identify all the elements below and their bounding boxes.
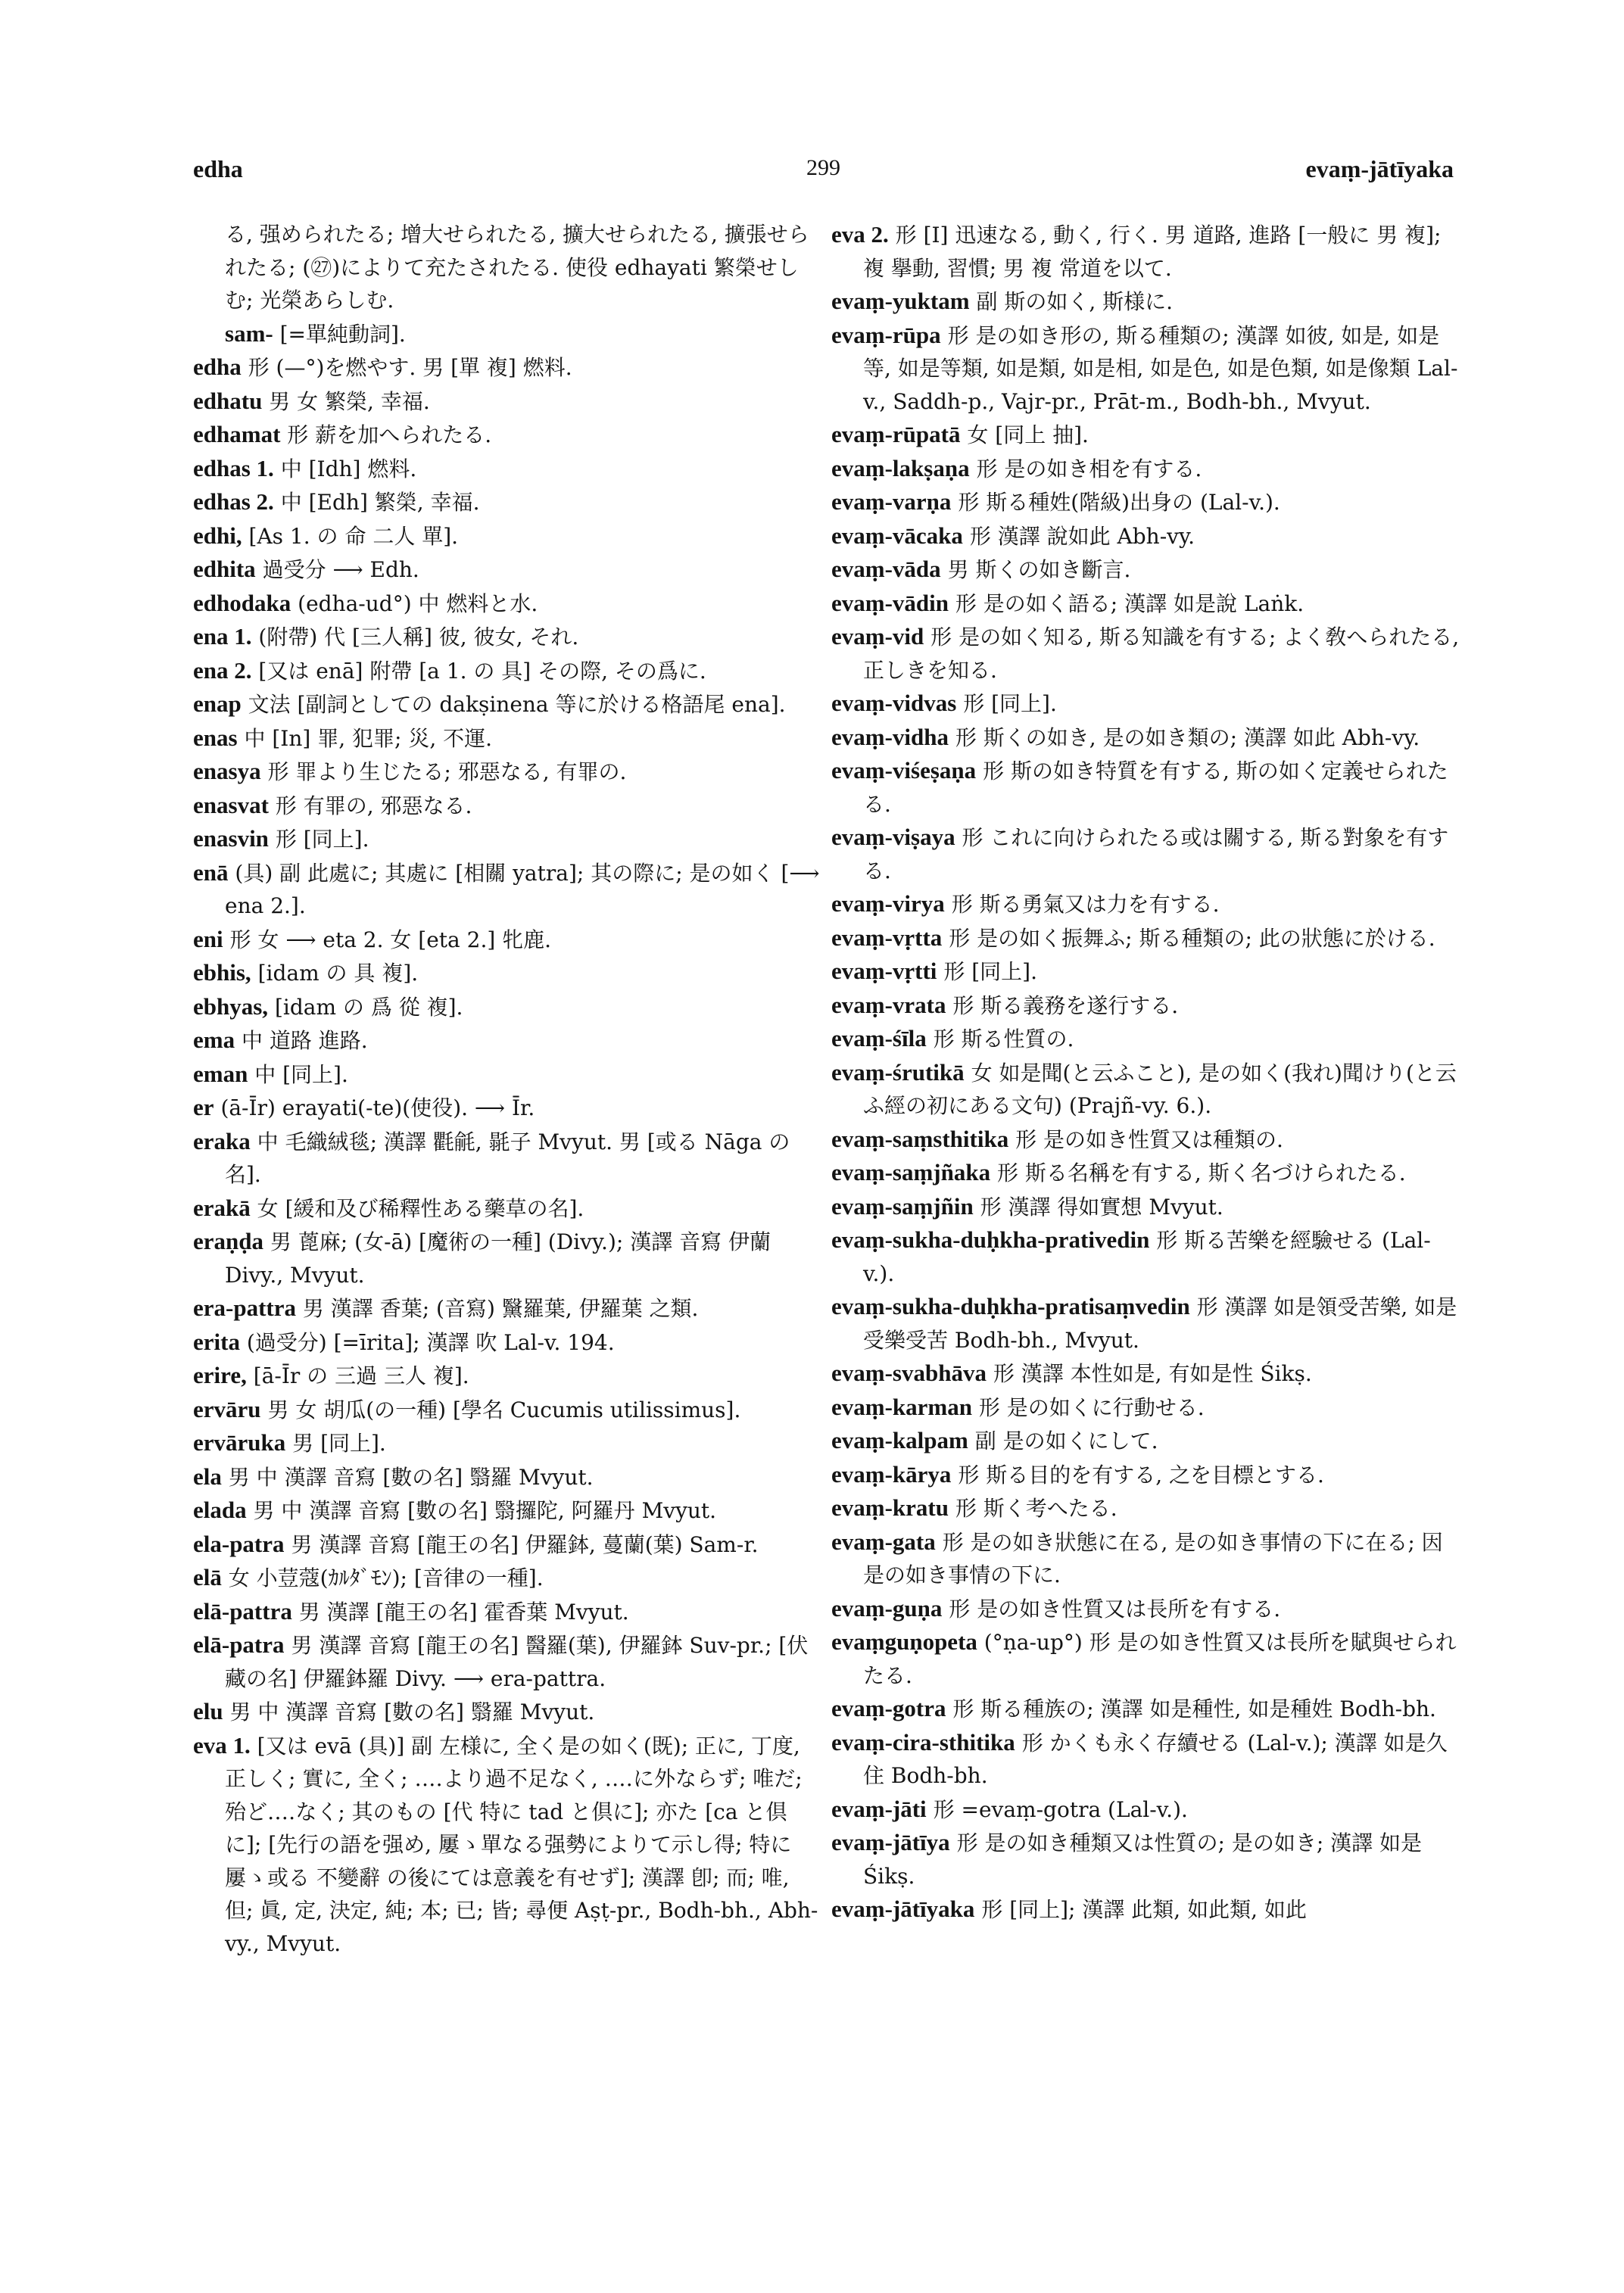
- dictionary-entry: [831, 1357, 1460, 1391]
- definition: 形 是の如く振舞ふ; 斯る種類の; 此の狀態に於ける.: [949, 925, 1435, 951]
- definition: [idam の 具 複].: [257, 961, 419, 986]
- dictionary-entry: [831, 1223, 1460, 1290]
- dictionary-entry: [831, 452, 1460, 486]
- headword: elā-pattra: [193, 1597, 292, 1625]
- left-column: [193, 218, 821, 1960]
- definition: [As 1. の 命 二人 單].: [248, 523, 459, 549]
- headword: evaṃ-vādin: [831, 589, 949, 616]
- dictionary-entry: [193, 1125, 821, 1192]
- definition: 形 斯く考へたる.: [955, 1496, 1117, 1521]
- definition: 中 道路 進路.: [242, 1028, 368, 1053]
- headword: evaṃ-guṇa: [831, 1594, 943, 1622]
- definition: 形 [I] 迅速なる, 動く, 行く. 男 道路, 進路 [一般に 男 複]; 複 擧動, 習慣; 男 複 常道を以て.: [863, 223, 1442, 281]
- definition: 中 毛織絨毯; 漢譯 氍毹, 毾子 Mvyut. 男 [或る Nāga の名].: [225, 1129, 790, 1187]
- dictionary-entry: [193, 1426, 821, 1460]
- headword: evaṃ-jātīyaka: [831, 1896, 975, 1922]
- dictionary-entry: [831, 1625, 1460, 1692]
- headword: evaṃ-svabhāva: [831, 1360, 987, 1386]
- headword: enasvin: [193, 825, 269, 852]
- headword: enap: [193, 690, 242, 717]
- headword: enasvat: [193, 791, 269, 818]
- headword: elā: [193, 1564, 222, 1590]
- headword: evaṃ-śrutikā: [831, 1058, 965, 1086]
- headword: ela: [193, 1463, 222, 1490]
- headword: erita: [193, 1328, 240, 1355]
- definition: [=單純動詞].: [279, 321, 406, 347]
- dictionary-entry: [193, 1023, 821, 1058]
- headword: evaṃ-viṣaya: [831, 824, 955, 850]
- dictionary-entry: [193, 1393, 821, 1427]
- dictionary-entry: [831, 1156, 1460, 1190]
- dictionary-entry: [193, 923, 821, 957]
- dictionary-entry: [831, 1826, 1460, 1893]
- headword: evaṃ-sukha-duḥkha-prativedin: [831, 1226, 1150, 1253]
- definition: [又は enā] 附帶 [a 1. の 具] その際, その爲に.: [258, 658, 706, 684]
- definition: 形 漢譯 說如此 Abh-vy.: [969, 523, 1195, 549]
- dictionary-entry: [193, 755, 821, 789]
- definition: 男 蓖麻; (女-ā) [魔術の一種] (Divy.); 漢譯 音寫 伊蘭 Divy., Mvyut.: [225, 1229, 771, 1288]
- headword: evaṃ-kratu: [831, 1494, 949, 1521]
- headword: evaṃ-vidvas: [831, 690, 957, 716]
- definition: [idam の 爲 從 複].: [274, 994, 463, 1020]
- dictionary-entry: [193, 485, 821, 519]
- definition: 中 [同上].: [254, 1061, 348, 1087]
- dictionary-entry: [831, 955, 1460, 989]
- definition: 形 漢譯 如是領受苦樂, 如是受樂受苦 Bodh-bh., Mvyut.: [863, 1294, 1457, 1353]
- dictionary-entry: [193, 1359, 821, 1393]
- definition: 形 斯くの如き, 是の如き類の; 漢譯 如此 Abh-vy.: [955, 724, 1420, 750]
- dictionary-entry: [831, 921, 1460, 955]
- dictionary-entry: [193, 519, 821, 553]
- dictionary-entry: [831, 1793, 1460, 1827]
- headword: enā: [193, 858, 229, 886]
- definition: 男 女 繁榮, 幸福.: [269, 388, 430, 414]
- dictionary-entry: [831, 553, 1460, 587]
- definition: 形 斯る目的を有する, 之を目標とする.: [958, 1462, 1324, 1488]
- dictionary-entry: [831, 821, 1460, 887]
- headword: elada: [193, 1497, 247, 1523]
- headword: enasya: [193, 758, 261, 784]
- headword: evaṃ-rūpatā: [831, 421, 961, 447]
- headword: evaṃ-vāda: [831, 556, 941, 582]
- headword: elu: [193, 1698, 223, 1724]
- definition: 形 是の如き性質又は長所を有する.: [949, 1596, 1281, 1622]
- headword: evaṃ-virya: [831, 890, 945, 917]
- definition: 男 漢譯 香葉; (音寫) 黳羅葉, 伊羅葉 之類.: [302, 1296, 699, 1321]
- definition: 男 漢譯 音寫 [龍王の名] 伊羅鉢, 蔓蘭(葉) Sam-r.: [291, 1531, 759, 1557]
- definition: 形 有罪の, 邪惡なる.: [275, 793, 472, 818]
- definition: 中 [In] 罪, 犯罪; 災, 不運.: [244, 725, 493, 751]
- headword: eraṇḍa: [193, 1228, 263, 1254]
- headword: ebhis,: [193, 959, 251, 986]
- definition: 形 是の如き相を有する.: [976, 456, 1202, 481]
- dictionary-entry: [831, 1056, 1460, 1123]
- dictionary-entry: [831, 687, 1460, 721]
- right-guide-word: evaṃ-jātīyaka: [1305, 155, 1454, 182]
- definition: 形 [同上].: [275, 827, 369, 852]
- headword: eman: [193, 1060, 248, 1087]
- dictionary-entry: [193, 789, 821, 823]
- headword: ema: [193, 1027, 235, 1053]
- definition: 形 斯る種族の; 漢譯 如是種性, 如是種姓 Bodh-bh.: [952, 1696, 1436, 1721]
- headword: evaṃ-śīla: [831, 1025, 927, 1051]
- definition: 形 これに向けられたる或は關する, 斯る對象を有する.: [863, 825, 1449, 883]
- dictionary-entry: [193, 350, 821, 385]
- headword: edha: [193, 354, 242, 380]
- right-column: [831, 218, 1460, 1927]
- definition: 形 是の如き狀態に在る, 是の如き事情の下に在る; 因 是の如き事情の下に.: [863, 1529, 1443, 1587]
- headword: evaṃ-karman: [831, 1393, 972, 1420]
- definition: 男 斯くの如き斷言.: [947, 557, 1131, 582]
- definition: 形 [同上]; 漢譯 此類, 如此類, 如此: [981, 1897, 1307, 1922]
- definition: 形 斯る名稱を有する, 斯く名づけられたる.: [997, 1161, 1406, 1185]
- dictionary-entry: [193, 452, 821, 486]
- definition: 形 斯の如き特質を有する, 斯の如く定義せられたる.: [863, 759, 1448, 817]
- dictionary-entry: [193, 317, 821, 351]
- dictionary-entry: [193, 856, 821, 923]
- headword: eva 2.: [831, 221, 889, 248]
- dictionary-entry: [831, 1123, 1460, 1157]
- dictionary-entry: [193, 1494, 821, 1528]
- dictionary-entry: [831, 620, 1460, 687]
- left-guide-word: edha: [193, 155, 243, 182]
- definition: (過受分) [=īrita]; 漢譯 吹 Lal-v. 194.: [246, 1329, 615, 1355]
- headword: er: [193, 1094, 214, 1120]
- headword: evaṃguṇopeta: [831, 1628, 977, 1655]
- headword: evaṃ-gotra: [831, 1695, 946, 1721]
- dictionary-entry: [193, 956, 821, 990]
- headword: evaṃ-vrata: [831, 991, 946, 1018]
- definition: 過受分 ⟶ Edh.: [262, 557, 419, 582]
- definition: 形 是の如き形の, 斯る種類の; 漢譯 如彼, 如是, 如是等, 如是等類, 如是類, 如是相, 如是色, 如是色類, 如是像類 Lal-v., Saddh-p., Vajr-pr., Prāt-m., Bodh-bh., Mvyut.: [863, 322, 1458, 414]
- definition: 形 漢譯 本性如是, 有如是性 Śikṣ.: [993, 1361, 1312, 1386]
- definition: 形 是の如く語る; 漢譯 如是說 Laṅk.: [955, 590, 1304, 616]
- dictionary-entry: [193, 687, 821, 721]
- headword: ervāruka: [193, 1429, 286, 1456]
- dictionary-entry: [831, 1592, 1460, 1626]
- definition: 女 [同上 抽].: [967, 422, 1089, 447]
- definition: 女 如是聞(と云ふこと), 是の如く(我れ)聞けり(と云ふ經の初にある文句) (Prajñ-vy. 6.).: [863, 1060, 1457, 1118]
- dictionary-entry: [831, 1391, 1460, 1425]
- headword: ena 1.: [193, 623, 252, 650]
- definition: 形 罪より生じたる; 邪惡なる, 有罪の.: [267, 759, 627, 784]
- dictionary-entry: [831, 1290, 1460, 1357]
- dictionary-entry: [193, 721, 821, 756]
- headword: ebhyas,: [193, 992, 269, 1020]
- definition: 男 中 漢譯 音寫 [數の名] 翳羅 Mvyut.: [228, 1464, 594, 1490]
- definition: 形 かくも永く存續せる (Lal-v.); 漢譯 如是久住 Bodh-bh.: [863, 1730, 1448, 1788]
- definition: (附帶) 代 [三人稱] 彼, 彼女, それ.: [258, 625, 579, 650]
- headword: evaṃ-jāti: [831, 1795, 927, 1822]
- headword: evaṃ-vidha: [831, 723, 949, 750]
- definition: 形 斯る苦樂を經驗せる (Lal-v.).: [863, 1228, 1431, 1286]
- definition: 形 斯る性質の.: [933, 1027, 1074, 1051]
- headword: evaṃ-cira-sthitika: [831, 1728, 1015, 1756]
- dictionary-entry: [193, 1291, 821, 1326]
- dictionary-entry: [193, 385, 821, 419]
- headword: evaṃ-yuktam: [831, 288, 970, 314]
- headword: evaṃ-viśeṣaṇa: [831, 757, 977, 784]
- headword: evaṃ-rūpa: [831, 321, 941, 348]
- definition: 形 [同上].: [943, 959, 1037, 984]
- definition: [又は evā (具)] 副 左様に, 全く是の如く(既); 正に, 丁度, 正しく; 實に, 全く; ‥‥より過不足なく, ‥‥に外ならず; 唯だ; 殆ど‥‥なく; 其のもの [代 特に tad と倶に]; 亦た [ca と倶に]; [先行の語を强め, 屢ゝ單なる强勢によりて示し得; 特に屢ゝ或る 不變辭 の後にては意義を有せず]; 漢譯 卽; 而; 唯, 但; 眞, 定, 決定, 純; 本; 已; 皆; 尋便 Aṣṭ-pr., Bodh-bh., Abh-vy., Mvyut.: [225, 1733, 818, 1956]
- dictionary-entry: [193, 654, 821, 688]
- definition: 形 =evaṃ-gotra (Lal-v.).: [933, 1796, 1188, 1822]
- definition: 形 斯る義務を遂行する.: [952, 992, 1179, 1018]
- definition: 文法 [副詞としての dakṣinena 等に於ける格語尾 ena].: [248, 692, 786, 717]
- definition: 中 [Idh] 燃料.: [280, 456, 417, 481]
- running-head: [193, 155, 1454, 193]
- headword: edhamat: [193, 421, 281, 447]
- headword: edhita: [193, 556, 256, 582]
- dictionary-entry: [193, 1695, 821, 1729]
- definition: 形 女 ⟶ eta 2. 女 [eta 2.] 牝鹿.: [229, 927, 552, 952]
- headword: evaṃ-lakṣaṇa: [831, 454, 970, 481]
- definition: 形 斯る種姓(階級)出身の (Lal-v.).: [958, 490, 1280, 515]
- definition: 男 漢譯 [龍王の名] 霍香葉 Mvyut.: [298, 1599, 629, 1625]
- headword: erakā: [193, 1194, 251, 1221]
- headword: elā-patra: [193, 1631, 285, 1658]
- dictionary-entry: [831, 1022, 1460, 1056]
- headword: erire,: [193, 1362, 247, 1388]
- headword: eraka: [193, 1127, 251, 1154]
- dictionary-entry: [831, 485, 1460, 519]
- headword: evaṃ-saṃsthitika: [831, 1125, 1009, 1152]
- definition: 男 [同上].: [292, 1431, 386, 1456]
- headword: eva 1.: [193, 1731, 251, 1759]
- definition: (°ṇa-up°) 形 是の如き性質又は長所を賦與せられたる.: [863, 1630, 1457, 1688]
- headword: evaṃ-vṛtti: [831, 958, 937, 984]
- dictionary-entry: [193, 553, 821, 587]
- dictionary-entry: [193, 620, 821, 654]
- definition: 形 斯る勇氣又は力を有する.: [951, 892, 1220, 917]
- definition: 形 是の如き性質又は種類の.: [1015, 1126, 1283, 1152]
- definition: (具) 副 此處に; 其處に [相關 yatra]; 其の際に; 是の如く [⟶ ena 2.].: [225, 860, 820, 918]
- headword: era-pattra: [193, 1294, 296, 1321]
- definition: 男 女 胡瓜(の一種) [學名 Cucumis utilissimus].: [267, 1397, 741, 1422]
- headword: evaṃ-vṛtta: [831, 924, 943, 951]
- page-number: 299: [806, 155, 840, 180]
- headword: ena 2.: [193, 656, 252, 684]
- dictionary-entry: [831, 1424, 1460, 1458]
- headword: sam-: [225, 319, 273, 347]
- definition: (ā-Īr) erayati(-te)(使役). ⟶ Īr.: [220, 1095, 535, 1120]
- dictionary-entry: [193, 418, 821, 452]
- headword: edhas 1.: [193, 454, 274, 481]
- headword: evaṃ-saṃjñaka: [831, 1159, 991, 1185]
- dictionary-entry: [831, 587, 1460, 621]
- definition: 形 薪を加へられたる.: [287, 422, 492, 447]
- definition: 形 [同上].: [963, 691, 1057, 716]
- headword: edhi,: [193, 522, 242, 549]
- dictionary-entry: [193, 587, 821, 621]
- dictionary-entry: [193, 1595, 821, 1629]
- definition: 形 漢譯 得如實想 Mvyut.: [980, 1194, 1223, 1220]
- dictionary-entry: [193, 1225, 821, 1291]
- dictionary-entry: [831, 418, 1460, 452]
- definition: 副 斯の如く, 斯様に.: [976, 289, 1174, 314]
- dictionary-entry: [193, 1528, 821, 1562]
- definition: 男 中 漢譯 音寫 [數の名] 翳攞陀, 阿羅丹 Mvyut.: [253, 1498, 717, 1523]
- dictionary-entry: [831, 754, 1460, 821]
- headword: edhatu: [193, 387, 263, 414]
- headword: enas: [193, 724, 238, 751]
- headword: evaṃ-jātīya: [831, 1829, 950, 1855]
- headword: evaṃ-saṃjñin: [831, 1192, 974, 1220]
- headword: edhodaka: [193, 589, 291, 616]
- dictionary-entry: [193, 822, 821, 856]
- definition: る, 强められたる; 增大せられたる, 擴大せられたる, 擴張せられたる; (㉗)によりて充たされたる. 使役 edhayati 繁榮せしむ; 光榮あらしむ.: [225, 222, 809, 313]
- headword: evaṃ-vācaka: [831, 522, 963, 549]
- dictionary-entry: [831, 285, 1460, 319]
- dictionary-entry: [193, 218, 821, 317]
- dictionary-entry: [831, 1458, 1460, 1492]
- dictionary-entry: [831, 989, 1460, 1023]
- definition: 形 是の如くに行動せる.: [978, 1394, 1205, 1420]
- definition: 形 是の如き種類又は性質の; 是の如き; 漢譯 如是 Śikṣ.: [863, 1830, 1423, 1889]
- headword: evaṃ-sukha-duḥkha-pratisaṃvedin: [831, 1293, 1190, 1319]
- dictionary-entry: [831, 519, 1460, 553]
- dictionary-entry: [831, 1726, 1460, 1793]
- dictionary-entry: [193, 1460, 821, 1494]
- definition: 副 是の如くにして.: [974, 1428, 1158, 1453]
- dictionary-entry: [831, 218, 1460, 285]
- dictionary-entry: [831, 1692, 1460, 1726]
- dictionary-entry: [831, 1893, 1460, 1927]
- definition: 男 中 漢譯 音寫 [數の名] 翳羅 Mvyut.: [229, 1699, 595, 1724]
- headword: evaṃ-varṇa: [831, 488, 952, 515]
- dictionary-entry: [831, 721, 1460, 755]
- definition: 男 漢譯 音寫 [龍王の名] 醫羅(葉), 伊羅鉢 Suv-pr.; [伏藏の名] 伊羅鉢羅 Divy. ⟶ era-pattra.: [225, 1633, 809, 1691]
- headword: ela-patra: [193, 1530, 285, 1557]
- dictionary-entry: [193, 1729, 821, 1961]
- definition: 形 是の如く知る, 斯る知識を有する; よく敎へられたる, 正しきを知る.: [863, 625, 1460, 683]
- dictionary-entry: [193, 1326, 821, 1360]
- dictionary-entry: [193, 1628, 821, 1695]
- headword: evaṃ-vid: [831, 623, 924, 650]
- headword: ervāru: [193, 1395, 261, 1422]
- dictionary-entry: [831, 1491, 1460, 1525]
- definition: 女 [緩和及び稀釋性ある藥草の名].: [257, 1195, 584, 1221]
- definition: 女 小荳蔻(ｶﾙﾀﾞﾓﾝ); [音律の一種].: [228, 1566, 544, 1590]
- definition: (edha-ud°) 中 燃料と水.: [298, 590, 538, 616]
- dictionary-entry: [193, 1058, 821, 1092]
- headword: evaṃ-kārya: [831, 1460, 952, 1488]
- dictionary-entry: [831, 887, 1460, 921]
- dictionary-entry: [193, 1192, 821, 1226]
- dictionary-entry: [193, 990, 821, 1024]
- dictionary-entry: [831, 319, 1460, 419]
- dictionary-entry: [831, 1525, 1460, 1592]
- headword: eni: [193, 925, 223, 952]
- headword: evaṃ-gata: [831, 1528, 936, 1555]
- dictionary-entry: [831, 1190, 1460, 1224]
- definition: 形 (—°)を燃やす. 男 [單 複] 燃料.: [248, 355, 572, 380]
- dictionary-entry: [193, 1561, 821, 1595]
- definition: [ā-Īr の 三過 三人 複].: [253, 1363, 469, 1388]
- headword: evaṃ-kalpam: [831, 1427, 968, 1453]
- definition: 中 [Edh] 繁榮, 幸福.: [280, 490, 480, 515]
- dictionary-entry: [193, 1091, 821, 1125]
- headword: edhas 2.: [193, 488, 274, 515]
